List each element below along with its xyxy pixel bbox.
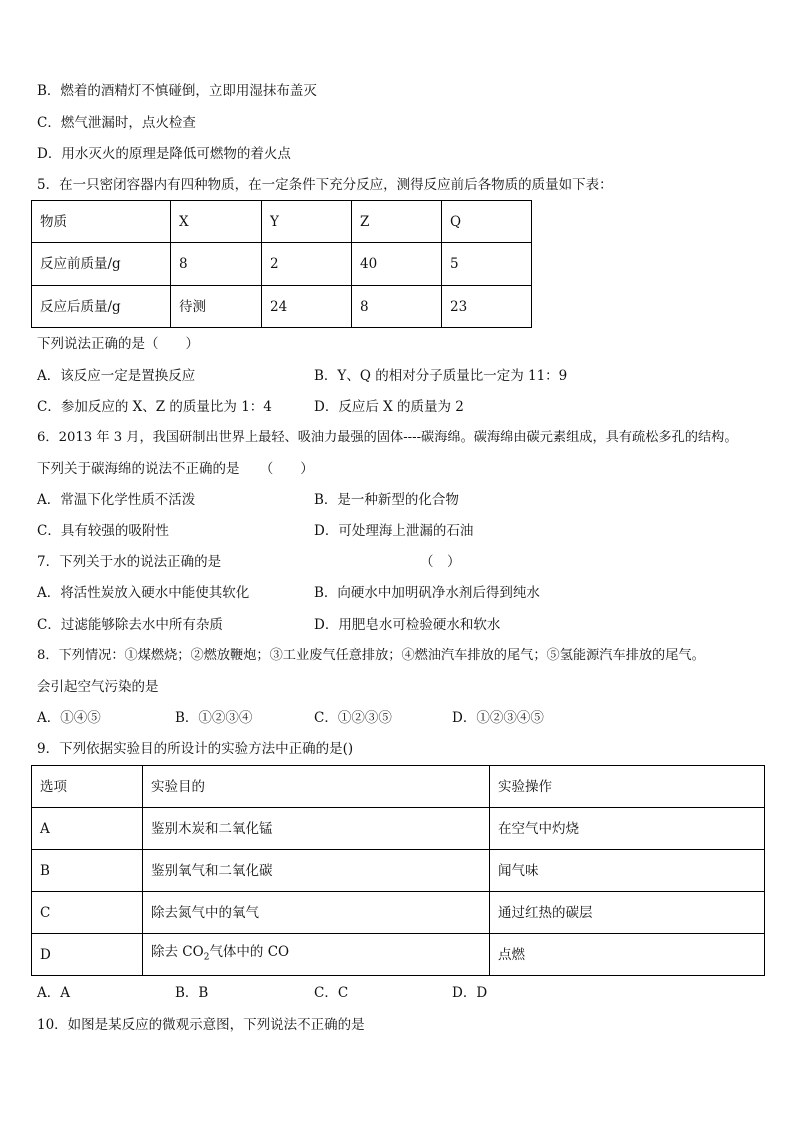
table-header-row: [32, 201, 532, 243]
table-cell: 5: [442, 243, 532, 286]
question-6-stem: 6．2013 年 3 月，我国研制出世界上最轻、吸油力最强的固体----碳海绵。碳海绵由碳元素组成，具有疏松多孔的结构。: [37, 430, 738, 445]
question-8-prompt: 会引起空气污染的是: [37, 679, 159, 695]
q6-option-b: B．是一种新型的化合物: [314, 492, 459, 508]
table-cell: 反应后质量/g: [32, 286, 171, 328]
table-cell: X: [171, 201, 262, 243]
table-cell: 除去氮气中的氧气: [143, 892, 490, 934]
q7-option-b: B．向硬水中加明矾净水剂后得到纯水: [314, 585, 540, 601]
table-cell: 闻气味: [490, 850, 765, 892]
q9-option-c: C．C: [314, 985, 349, 1001]
q9-option-a: A．A: [37, 985, 70, 1001]
question-8-stem: 8．下列情况：①煤燃烧；②燃放鞭炮；③工业废气任意排放；④燃油汽车排放的尾气；⑤氢能源汽车排放的尾气。: [37, 648, 705, 663]
table-cell: 在空气中灼烧: [490, 808, 765, 850]
table-cell: 23: [442, 286, 532, 328]
question-10-stem: 10．如图是某反应的微观示意图，下列说法不正确的是: [37, 1017, 365, 1033]
q7-option-a: A．将活性炭放入硬水中能使其软化: [37, 585, 250, 601]
q7-option-d: D．用肥皂水可检验硬水和软水: [314, 617, 501, 633]
table-row: [32, 892, 765, 934]
table-cell: Q: [442, 201, 532, 243]
table-cell: 24: [262, 286, 352, 328]
table-cell: Y: [262, 201, 352, 243]
question-7-paren: （ ）: [420, 554, 461, 570]
q9-option-d: D．D: [452, 985, 488, 1001]
table-cell: 实验目的: [143, 766, 490, 808]
q9-option-b: B．B: [175, 985, 209, 1001]
table-cell: A: [32, 808, 143, 850]
table-header-row: [32, 766, 765, 808]
q7-option-c: C．过滤能够除去水中所有杂质: [37, 617, 223, 633]
table-cell: B: [32, 850, 143, 892]
question-9-table: [31, 765, 765, 976]
table-row: [32, 243, 532, 286]
table-cell: 反应前质量/g: [32, 243, 171, 286]
q8-option-b: B．①②③④: [175, 710, 253, 726]
table-cell: 40: [352, 243, 442, 286]
question-7-stem: 7．下列关于水的说法正确的是: [37, 554, 222, 570]
table-cell: 鉴别氧气和二氧化碳: [143, 850, 490, 892]
table-cell: 通过红热的碳层: [490, 892, 765, 934]
question-5-prompt: 下列说法正确的是（ ）: [37, 336, 199, 352]
q5-option-d: D．反应后 X 的质量为 2: [314, 399, 464, 415]
table-cell: 8: [352, 286, 442, 328]
q4-option-d: D．用水灭火的原理是降低可燃物的着火点: [37, 146, 291, 162]
q8-option-a: A．①④⑤: [37, 710, 101, 726]
purpose-text: 气体中的 CO: [209, 943, 290, 960]
table-cell: 8: [171, 243, 262, 286]
question-5-table: [31, 200, 532, 328]
question-5-stem: 5．在一只密闭容器内有四种物质，在一定条件下充分反应，测得反应前后各物质的质量如下表：: [37, 177, 613, 193]
table-row: [32, 934, 765, 976]
q4-option-c: C．燃气泄漏时，点火检查: [37, 115, 196, 131]
q6-option-d: D．可处理海上泄漏的石油: [314, 523, 474, 539]
table-cell: 点燃: [490, 934, 765, 976]
question-6-prompt: 下列关于碳海绵的说法不正确的是 （ ）: [37, 461, 314, 477]
table-cell: 鉴别木炭和二氧化锰: [143, 808, 490, 850]
table-cell: 2: [262, 243, 352, 286]
q5-option-a: A．该反应一定是置换反应: [37, 368, 196, 384]
table-row: [32, 286, 532, 328]
q8-option-c: C．①②③⑤: [314, 710, 392, 726]
table-row: [32, 850, 765, 892]
q6-option-c: C．具有较强的吸附性: [37, 523, 169, 539]
table-cell: D: [32, 934, 143, 976]
purpose-text: 除去 CO: [151, 943, 204, 960]
table-cell: 待测: [171, 286, 262, 328]
q5-option-b: B．Y、Q 的相对分子质量比一定为 11：9: [314, 368, 568, 384]
question-9-stem: 9．下列依据实验目的所设计的实验方法中正确的是(): [37, 741, 354, 757]
q5-option-c: C．参加反应的 X、Z 的质量比为 1：4: [37, 399, 272, 415]
subscript: 2: [203, 952, 210, 963]
q8-option-d: D．①②③④⑤: [452, 710, 544, 726]
table-cell: 物质: [32, 201, 171, 243]
table-cell: Z: [352, 201, 442, 243]
table-cell: 实验操作: [490, 766, 765, 808]
table-row: [32, 808, 765, 850]
table-cell: 选项: [32, 766, 143, 808]
table-cell: C: [32, 892, 143, 934]
q6-option-a: A．常温下化学性质不活泼: [37, 492, 196, 508]
table-cell: [143, 934, 490, 976]
q4-option-b: B．燃着的酒精灯不慎碰倒，立即用湿抹布盖灭: [37, 83, 317, 99]
